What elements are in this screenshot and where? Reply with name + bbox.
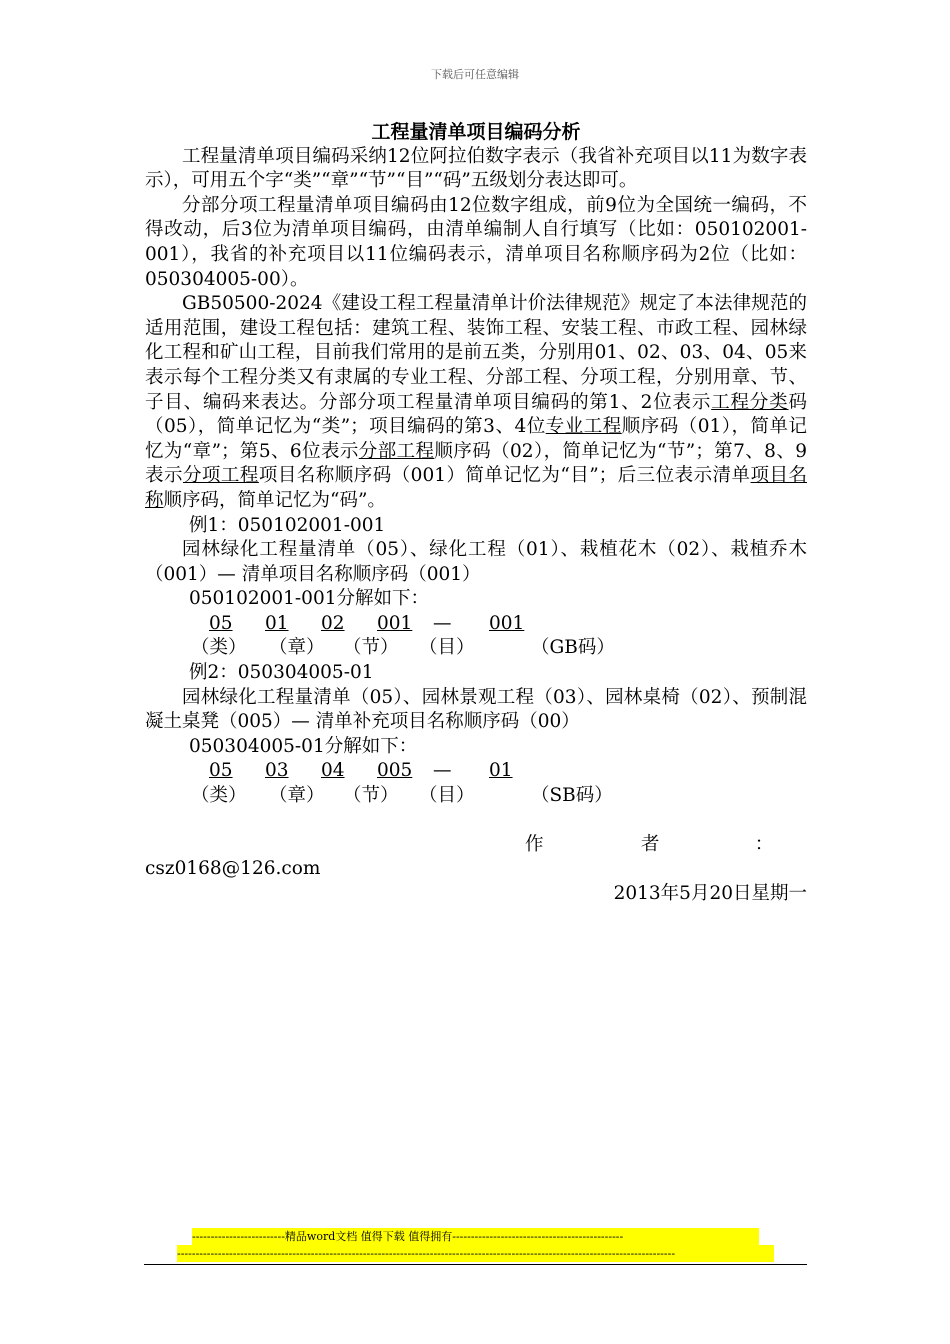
underlined-term: 专业工程 — [545, 416, 622, 438]
code-segment: 03 — [265, 760, 289, 782]
code-label: （目） — [419, 637, 475, 659]
underlined-term: 工程分类 — [711, 391, 789, 413]
code-dash: — — [433, 760, 452, 782]
text-segment: 项目名称顺序码（001）简单记忆为“目”；后三位表示清单 — [258, 465, 751, 487]
example2-label-row — [145, 784, 807, 809]
code-segment: 05 — [209, 760, 233, 782]
code-segment: 005 — [377, 760, 413, 782]
underlined-term: 分部工程 — [358, 440, 435, 462]
text-segment: 顺序码（02），简单记忆为“节”；第7、8、9表示 — [145, 440, 807, 487]
text-segment: 顺序码，简单记忆为“码”。 — [163, 489, 386, 511]
code-label: （类） — [191, 637, 247, 659]
example2-heading: 例2：050304005-01 — [189, 662, 374, 684]
code-segment: 001 — [489, 612, 525, 634]
code-label: （SB码） — [531, 785, 613, 807]
underlined-term: 项目名称 — [145, 465, 807, 511]
text-segment: 顺序码（01），简单记忆为“章”；第5、6位表示 — [145, 416, 807, 462]
code-segment: 01 — [489, 760, 513, 782]
footer-line: -------------------------------------------------------------------------------------------------------------------------------------- — [177, 1245, 774, 1262]
footer-line: -------------------------精品word文档 值得下载 值得拥有---------------------------------------------- — [192, 1228, 759, 1245]
code-label: （章） — [269, 637, 325, 659]
page-header: 下载后可任意编辑 — [431, 68, 519, 81]
example1-heading: 例1：050102001-001 — [189, 514, 386, 536]
code-label: （类） — [191, 785, 247, 807]
example1-label-row — [145, 636, 807, 661]
text-segment: GB50500-2024《建设工程工程量清单计价法律规范》规定了本法律规范的适用范围，建设工程包括：建筑工程、装饰工程、安装工程、市政工程、园林绿化工程和矿山工程，目前我们常用的是前五类，分别用01、02、03、04、05来表示每个工程分类又有隶属的专业工程、分部工程、分项工程，分别用章、节、子目、编码来表达。分部分项工程量清单项目编码的第1、2位表示 — [145, 293, 807, 413]
author-email: csz0168@126.com — [145, 858, 321, 880]
document-title: 工程量清单项目编码分析 — [371, 121, 581, 143]
code-dash: — — [433, 612, 452, 634]
paragraph-coding-rules: 分部分项工程量清单项目编码由12位数字组成，前9位为全国统一编码，不得改动，后3位为清单项目编码，由清单编制人自行填写（比如：050102001-001），我省的补充项目以11位编码表示，清单项目名称顺序码为2位（比如：050304005-00）。 — [145, 194, 807, 290]
example1-breakdown-title: 050102001-001分解如下： — [189, 588, 429, 610]
document-body — [145, 120, 807, 906]
example1-code-row — [145, 612, 807, 637]
code-segment: 01 — [265, 612, 289, 634]
example2-description: 园林绿化工程量清单（05）、园林景观工程（03）、园林桌椅（02）、预制混凝土桌凳（005）— 清单补充项目名称顺序码（00） — [145, 686, 807, 733]
example2-code-row — [145, 759, 807, 784]
code-segment: 001 — [377, 612, 413, 634]
example2-breakdown-title: 050304005-01分解如下： — [189, 735, 418, 757]
underlined-term: 分项工程 — [182, 465, 259, 487]
text-segment: 码（05），简单记忆为“类”；项目编码的第3、4位 — [145, 391, 807, 438]
paragraph-standard — [145, 292, 807, 513]
example1-description: 园林绿化工程量清单（05）、绿化工程（01）、栽植花木（02）、栽植乔木（001）— 清单项目名称顺序码（001） — [145, 539, 807, 585]
code-segment: 05 — [209, 612, 233, 634]
code-label: （章） — [269, 785, 325, 807]
code-label: （节） — [343, 637, 399, 659]
footer-divider — [144, 1264, 807, 1265]
author-line — [145, 833, 807, 858]
author-colon: ： — [754, 833, 774, 855]
paragraph-intro: 工程量清单项目编码采纳12位阿拉伯数字表示（我省补充项目以11为数字表示），可用五个字“类”“章”“节”“目”“码”五级划分表达即可。 — [145, 145, 807, 192]
author-char: 作 — [525, 833, 544, 855]
code-label: （目） — [419, 785, 475, 807]
code-label: （节） — [343, 785, 399, 807]
code-segment: 02 — [321, 612, 345, 634]
code-segment: 04 — [321, 760, 345, 782]
document-date: 2013年5月20日星期一 — [613, 882, 807, 904]
author-char: 者 — [640, 833, 660, 855]
code-label: （GB码） — [531, 637, 615, 659]
